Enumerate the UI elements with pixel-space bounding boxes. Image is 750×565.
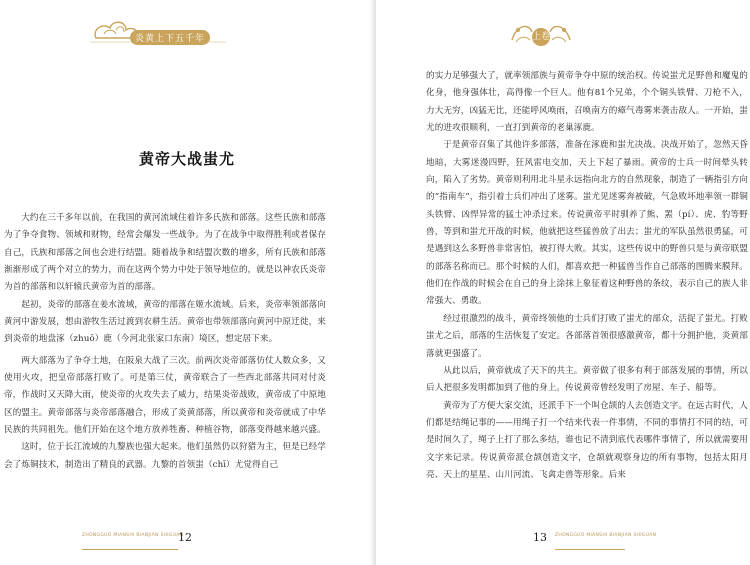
chapter-title: 黄帝大战蚩尤 [138,150,235,168]
paragraph: 起初，炎帝的部落在姜水流域，黄帝的部落在姬水流域。后来，炎帝率领部落向黄河中游发展，想由游牧生活过渡到农耕生活。黄帝也带领部落向黄河中原迁徙，来到炎帝的地盘涿（zhuō）鹿（今河北张家口东南）境区，想定居下来。 [4,299,326,345]
paragraph: 这时，位于长江流域的九黎族也强大起来。他们虽然仍以狩猎为主，但是已经学会了炼铜技术，制造出了精良的武器。九黎的首领蚩（chī）尤觉得自己 [4,442,326,470]
footer-label: ZHONGGUO MIANSHI BIANJIAN SHIGUAN [555,533,657,538]
paragraph: 黄帝为了方便大家交流，还派手下一个叫仓颉的人去创造文字。在远古时代，人们都是结绳记事的——用绳子打一个结来代表一件事情，不同的事情打不同的结，可是时间久了，绳子上打了那么多结，谁也记不清到底代表哪件事情了，所以就需要用文字来记录。传说黄帝派仓颉创造文字，仓颉就观察身边的所有事物，包括太阳月亮、天上的星星、山川河流、飞禽走兽等形象。后来 [426,400,748,480]
footer-rule [555,549,625,550]
page-number: 12 [178,531,192,544]
paragraph: 经过很激烈的战斗，黄帝终领他的士兵们打败了蚩尤的部众，活捉了蚩尤。打败蚩尤之后，部落的生活恢复了安定。各部落首领很感激黄帝，都十分拥护他，炎黄部落就更强盛了。 [426,313,748,359]
page-number: 13 [533,531,547,544]
book-title-badge: 炎黄上下五千年 [130,30,210,45]
left-page [0,0,374,565]
paragraph: 两大部落为了争夺土地，在阪泉大战了三次。前两次炎帝部落仿仗人数众多，又使用火攻，把皇帝部落打败了。可是第三仗，黄帝联合了一些西北部落共同对付炎帝，作战时又天降大雨，使炎帝的火攻失去了威力，结果炎帝战败，黄帝成了中原地区的盟主。黄帝部落与炎帝部落融合，形成了炎黄部落，所以黄帝和炎帝就成了中华民族的共同祖先。他们开始在这个地方放养牲畜、种植谷物，部落变得越来越兴盛。 [4,355,326,436]
paragraph: 于是黄帝召集了其他许多部落，准备在涿鹿和蚩尤决战。决战开始了，忽然天昏地暗，大雾迷漫四野，狂风雷电交加，天上下起了暴雨。黄帝的士兵一时间晕头转向，陷入了劣势。黄帝则利用北斗星永远指向北方的自然现象，制造了一辆指引方向的“指南车”，指引着士兵们冲出了迷雾。蚩尤见迷雾奔被破，气急败坏地率领一群铜头铁臂、凶悍异常的猛士冲杀过来。传说黄帝平时驯养了熊、罴（pí）、虎、豹等野兽，等到和蚩尤开战的时候，他就把这些猛兽放了出去；蚩尤的军队虽然很勇猛，可是遇到这么多野兽非常害怕，被打得大败。其实，这些传说中的野兽只是与黄帝联盟的部落名称而已。那个时候的人们，都喜欢把一种猛兽当作自己部落的图腾来膜拜。他们在作战的时候会在自己的身上涂抹上象征着这种野兽的条纹，表示自己的族人非常强大、勇敢。 [426,140,748,307]
left-body-text [4,210,326,474]
paragraph: 的实力足够强大了，就率领部族与黄帝争夺中原的统治权。传说蚩尤足野兽和魔鬼的化身，他身强体壮，高得像一个巨人。他有81个兄弟，个个铜头铁臂、刀枪不入，力大无穷，凶猛无比，还能呼风唤雨，召唤南方的瘴气毒雾来袭击敌人。一开始，蚩尤的进攻很顺利，一直打到黄帝的老巢涿鹿。 [426,71,748,134]
volume-badge: 上卷 [532,28,550,46]
right-page [376,0,750,565]
paragraph: 从此以后，黄帝就成了天下的共主。黄帝做了很多有利于部落发展的事情，所以后人把很多发明都加到了他的身上。传说黄帝曾经发明了房屋、车子、船等。 [426,365,748,394]
footer-rule [82,549,178,550]
paragraph: 大约在三千多年以前，在我国的黄河流域住着许多氏族和部落。这些氏族和部落为了争夺食物、领域和财物，经常会爆发一些战争。为了在战争中取得胜利或者保存自己，氏族和部落之间也会进行结盟。随着战争和结盟次数的增多，所有氏族和部落渐渐形成了两个对立的势力，而在这两个势力中处于领导地位的，就是以神农氏炎帝为首的部落和以轩辕氏黄帝为首的部落。 [4,213,326,293]
right-header-ornament [506,12,576,52]
left-header-ornament [86,12,236,48]
right-body-text [426,68,748,484]
footer-label: ZHONGGUO MIANSHI BIANJIAN SHIGUAN [82,533,184,538]
